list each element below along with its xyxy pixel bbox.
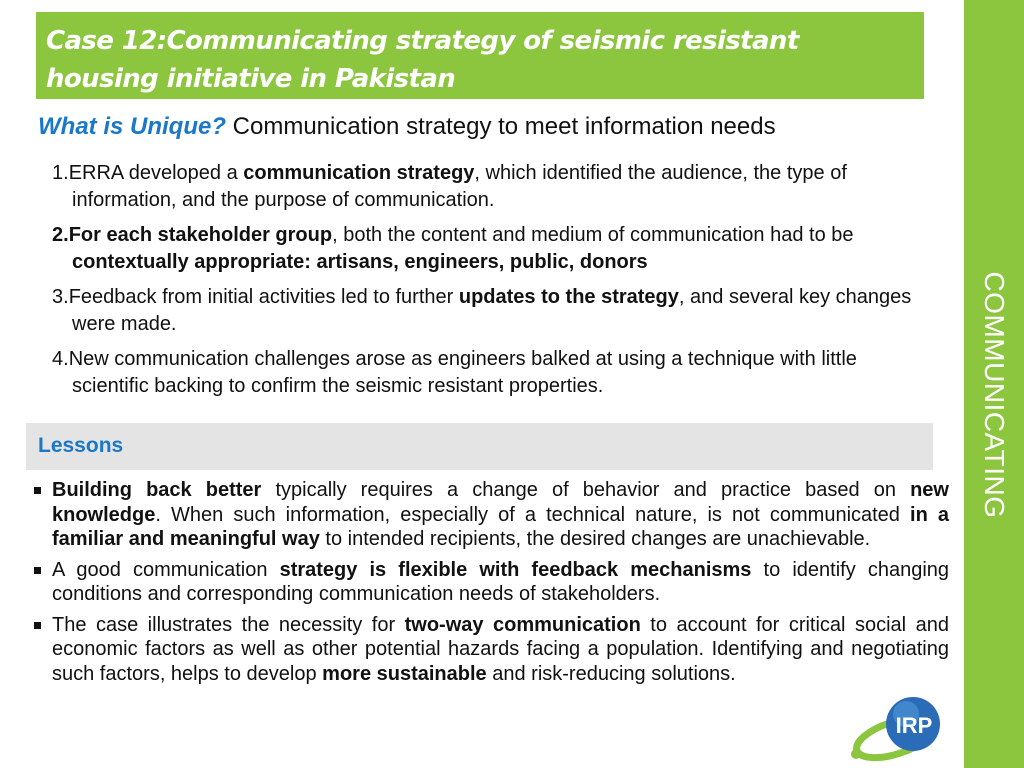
item-text: updates to the strategy: [458, 286, 679, 308]
logo-text: IRP: [895, 713, 933, 738]
logo-dot: [851, 749, 861, 759]
numbered-item: [52, 346, 932, 400]
lesson-text: strategy is flexible with feedback mechanisms: [279, 558, 752, 581]
item-text: contextually appropriate: artisans, engineers, public, donors: [72, 251, 648, 273]
item-number: 1.: [52, 162, 69, 184]
lesson-text: Building back better: [52, 479, 262, 501]
lesson-bullet: [34, 613, 949, 687]
subtitle-question: What is Unique?: [38, 113, 226, 140]
lesson-text: to identify changing conditions and corresponding communication needs of stakeholders.: [52, 558, 950, 605]
lesson-text: A good communication: [52, 558, 280, 581]
lesson-text: to intended recipients, the desired changes are unachievable.: [319, 528, 871, 550]
lesson-text: to account for critical social and economic factors as well as other potential hazards facing a population. Identifying and negotiating such factors, helps to develop: [52, 613, 949, 685]
irp-logo: [850, 692, 960, 762]
lesson-bullet: [34, 478, 949, 552]
numbered-item: [52, 222, 932, 276]
subtitle: [38, 113, 776, 141]
item-number: 2.: [52, 224, 69, 246]
slide-title: Case 12:Communicating strategy of seismic resistant housing initiative in Pakistan: [46, 26, 799, 94]
lesson-text: typically requires a change of behavior and practice based on: [261, 479, 911, 501]
square-bullet-icon: [34, 487, 41, 494]
item-text: , and several key changes were made.: [72, 286, 912, 335]
lesson-text: more sustainable: [322, 662, 487, 685]
item-text: Feedback from initial activities led to further: [68, 286, 459, 308]
side-label: COMMUNICATING: [979, 271, 1010, 519]
item-text: communication strategy: [243, 162, 475, 184]
item-text: New communication challenges arose as engineers balked at using a technique with little scientific backing to confirm the seismic resistant properties.: [68, 348, 857, 397]
lesson-bullet: [34, 558, 949, 607]
lessons-bullet-list: [34, 478, 949, 692]
title-bar: [36, 12, 924, 99]
item-number: 3.: [52, 286, 69, 308]
lesson-text: and risk-reducing solutions.: [486, 662, 736, 685]
lessons-heading: Lessons: [38, 434, 124, 457]
lesson-text: . When such information, especially of a technical nature, is not communicated: [155, 503, 911, 526]
square-bullet-icon: [34, 622, 41, 629]
lesson-text: two-way communication: [404, 613, 641, 636]
item-text: , both the content and medium of communication had to be: [332, 224, 854, 246]
lesson-text: new knowledge: [52, 479, 949, 526]
lesson-text: in a familiar and meaningful way: [52, 503, 949, 550]
subtitle-text: Communication strategy to meet information needs: [226, 113, 776, 140]
numbered-item: [52, 160, 932, 214]
lessons-bar: [26, 423, 933, 470]
square-bullet-icon: [34, 567, 41, 574]
item-number: 4.: [52, 348, 69, 370]
numbered-item: [52, 284, 932, 338]
item-text: ERRA developed a: [68, 162, 244, 184]
item-text: , which identified the audience, the type of information, and the purpose of communication.: [72, 162, 847, 211]
item-text: For each stakeholder group: [68, 224, 333, 246]
lesson-text: The case illustrates the necessity for: [52, 613, 405, 636]
numbered-list: [52, 160, 932, 408]
